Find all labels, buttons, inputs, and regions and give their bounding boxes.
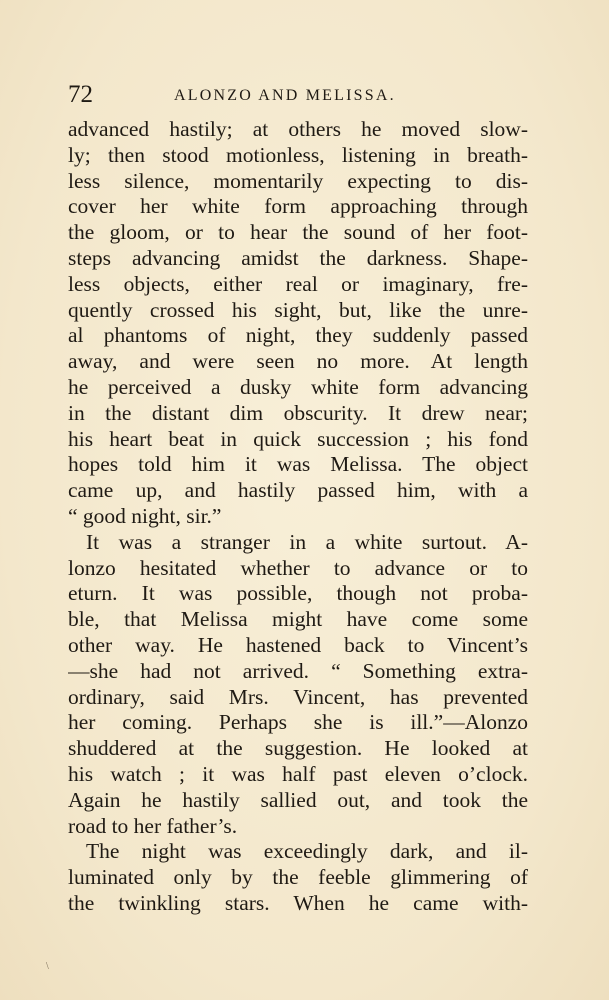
- text-line: less objects, either real or imaginary, fre-: [68, 271, 528, 296]
- text-line: luminated only by the feeble glimmering of: [68, 865, 528, 890]
- page-header: [68, 80, 428, 114]
- margin-mark: \: [46, 961, 49, 972]
- body-text: [68, 117, 528, 917]
- text-line: eturn. It was possible, though not proba-: [68, 581, 528, 606]
- text-line: the gloom, or to hear the sound of her foot-: [68, 220, 528, 245]
- paragraph-first-line: It was a stranger in a white surtout. A-: [86, 529, 528, 554]
- text-line: away, and were seen no more. At length: [68, 349, 528, 374]
- text-line: quently crossed his sight, but, like the unre-: [68, 297, 528, 322]
- text-line: lonzo hesitated whether to advance or to: [68, 555, 528, 580]
- text-line: road to her father’s.: [68, 813, 238, 838]
- text-line: “ good night, sir.”: [68, 503, 222, 528]
- text-line: he perceived a dusky white form advancing: [68, 374, 528, 399]
- text-line: his heart beat in quick succession ; his fond: [68, 426, 528, 451]
- text-line: less silence, momentarily expecting to dis-: [68, 168, 528, 193]
- text-line: came up, and hastily passed him, with a: [68, 478, 528, 503]
- text-line: ly; then stood motionless, listening in breath-: [68, 142, 528, 167]
- text-line: —she had not arrived. “ Something extra-: [68, 658, 528, 683]
- text-line: Again he hastily sallied out, and took the: [68, 787, 528, 812]
- text-line: al phantoms of night, they suddenly passed: [68, 323, 528, 348]
- text-line: in the distant dim obscurity. It drew near;: [68, 400, 528, 425]
- text-line: shuddered at the suggestion. He looked at: [68, 736, 528, 761]
- text-line: hopes told him it was Melissa. The object: [68, 452, 528, 477]
- text-line: the twinkling stars. When he came with-: [68, 890, 528, 915]
- text-line: advanced hastily; at others he moved slow-: [68, 117, 528, 141]
- text-line: ordinary, said Mrs. Vincent, has prevented: [68, 684, 528, 709]
- running-title: ALONZO AND MELISSA.: [174, 87, 396, 104]
- page-number: 72: [68, 81, 93, 108]
- paragraph-first-line: The night was exceedingly dark, and il-: [86, 839, 528, 864]
- text-line: ble, that Melissa might have come some: [68, 607, 528, 632]
- text-line: his watch ; it was half past eleven o’clock.: [68, 761, 528, 786]
- text-line: steps advancing amidst the darkness. Shape-: [68, 245, 528, 270]
- text-line: other way. He hastened back to Vincent’s: [68, 632, 528, 657]
- text-line: cover her white form approaching through: [68, 194, 528, 219]
- text-line: her coming. Perhaps she is ill.”—Alonzo: [68, 710, 528, 735]
